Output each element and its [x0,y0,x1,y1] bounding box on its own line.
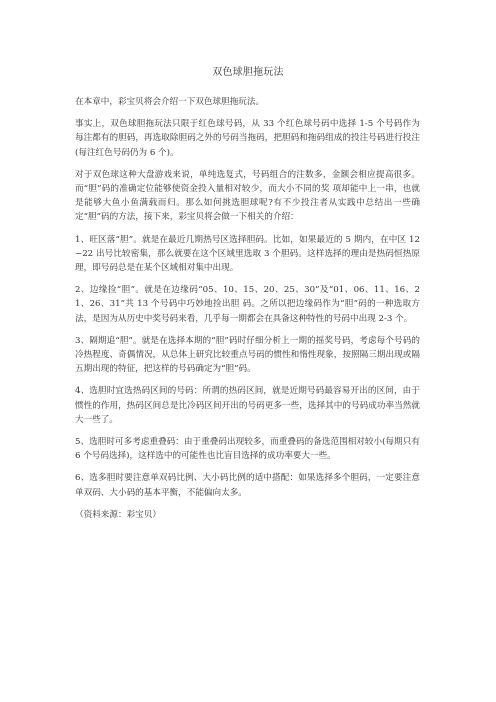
intro-paragraph: 在本章中，彩宝贝将会介绍一下双色球胆拖玩法。 [75,97,265,107]
strategy-paragraph: 对于双色球这种大盘游戏来说，单纯选复式，号码组合的注数多，金额会相应提高很多。而“胆”码的准确定位能够使资金投入量相对较少，而大小不同的奖 项却能中上一串，也就是能够大鱼小鱼满载而归。那么如何挑选胆球呢?有不少投注者从实践中总结出一些确定“胆”码的方法，接下来，彩宝贝将会做一下相关的介绍： [75,169,420,223]
method-4-paragraph: 4、选胆时宜选热码区间的号码：所谓的热码区间，就是近期号码最容易开出的区间，由于惯性的作用，热码区间总是比冷码区间开出的号码更多一些，选择其中的号码成功率当然就大一些了。 [75,386,420,425]
method-1-paragraph: 1、旺区落“胆”。就是在最近几期热号区选择胆码。比如，如果最近的 5 期内，在中区 12~22 出号比较密集，那么就要在这个区域里选取 3 个胆码。这样选择的理由是热码恒热原理，即号码总是在某个区域相对集中出现。 [75,234,420,274]
method-6-paragraph: 6、选多胆时要注意单双码比例、大小码比例的适中搭配：如果选择多个胆码，一定要注意单双码、大小码的基本平衡，不能偏向太多。 [75,473,420,498]
document-body [75,95,420,530]
method-5-paragraph: 5、选胆时可多考虑重叠码：由于重叠码出现较多，而重叠码的备选范围相对较小(每期只有 6 个号码选择)，这样选中的可能性也比盲目选择的成功率要大一些。 [75,437,420,462]
source-note: （资料来源：彩宝贝） [75,509,161,520]
document-title: 双色球胆拖玩法 [212,67,284,78]
method-3-paragraph: 3、隔期追“胆”。就是在选择本期的“胆”码时仔细分析上一期的摇奖号码，考虑每个号码的冷热程度、奇偶情况，从总体上研究比较重点号码的惯性和惰性现象，按照隔三期出现或隔五期出现的特征，把这样的号码确定为“胆”码。 [75,335,420,375]
rule-paragraph: 事实上，双色球胆拖玩法只限于红色球号码，从 33 个红色球号码中选择 1-5 个号码作为每注都有的胆码，再选取除胆码之外的号码当拖码，把胆码和拖码组成的投注号码进行投注(每注红色号码仍为 6 个)。 [75,119,420,158]
method-2-paragraph: 2、边缘捡“胆”。就是在边缘码“05、10、15、20、25、30”及“01、06、11、16、21、26、31”共 13 个号码中巧妙地捡出胆 码。之所以把边缘码作为“胆”码的一种选取方法，是因为从历史中奖号码来看，几乎每一期都会在具备这种特性的号码中出现 2-3 个。 [75,285,420,324]
